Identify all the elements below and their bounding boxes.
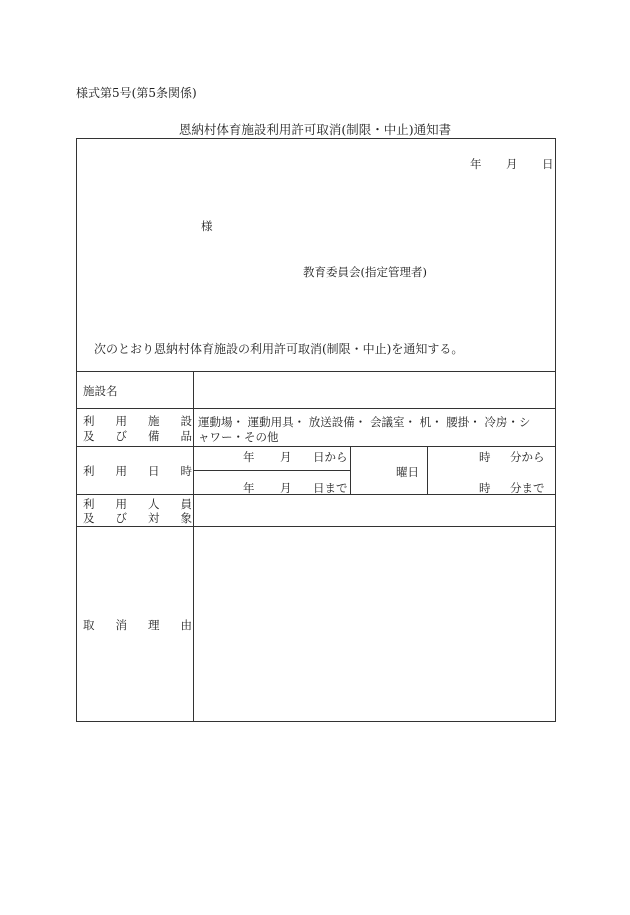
weekday-label: 曜日 xyxy=(396,465,419,479)
date-year-label: 年 xyxy=(470,157,482,171)
equipment-list-line1: 運動場・ 運動用具・ 放送設備・ 会議室・ 机・ 腰掛・ 冷房・シ xyxy=(198,415,531,429)
users-label-line2: 及び対象 xyxy=(83,511,213,525)
row-rule-1 xyxy=(76,408,556,409)
to-year: 年 xyxy=(243,481,255,495)
from-year: 年 xyxy=(243,450,255,464)
to-day: 日まで xyxy=(313,481,348,495)
facility-name-field[interactable] xyxy=(196,374,552,405)
from-hour: 時 xyxy=(479,450,491,464)
notice-body-text: 次のとおり恩納村体育施設の利用許可取消(制限・中止)を通知する。 xyxy=(94,342,464,356)
document-title: 恩納村体育施設利用許可取消(制限・中止)通知書 xyxy=(178,122,452,137)
to-minute: 分まで xyxy=(510,481,545,495)
reason-label: 取消理由 xyxy=(83,618,213,632)
from-month: 月 xyxy=(280,450,292,464)
to-hour: 時 xyxy=(479,481,491,495)
table-top-rule xyxy=(76,371,556,372)
usage-datetime-label: 利用日時 xyxy=(83,464,213,478)
users-field[interactable] xyxy=(196,497,552,523)
addressee-suffix: 様 xyxy=(201,219,213,233)
facility-name-label: 施設名 xyxy=(83,384,118,398)
from-day: 日から xyxy=(313,450,348,464)
to-month: 月 xyxy=(280,481,292,495)
date-month-label: 月 xyxy=(506,157,518,171)
issuer-name: 教育委員会(指定管理者) xyxy=(303,265,427,279)
datetime-rule-b xyxy=(427,446,428,494)
form-number-label: 様式第5号(第5条関係) xyxy=(76,86,197,100)
datetime-mid-rule xyxy=(193,470,350,471)
facility-equipment-label-line1: 利用施設 xyxy=(83,414,213,428)
facility-equipment-label-line2: 及び備品 xyxy=(83,429,213,443)
date-day-label: 日 xyxy=(542,157,554,171)
datetime-rule-a xyxy=(350,446,351,494)
from-minute: 分から xyxy=(510,450,545,464)
reason-field[interactable] xyxy=(196,529,552,719)
equipment-list-line2: ャワー・その他 xyxy=(198,430,279,444)
row-rule-2 xyxy=(76,446,556,447)
users-label-line1: 利用人員 xyxy=(83,497,213,511)
row-rule-4 xyxy=(76,526,556,527)
